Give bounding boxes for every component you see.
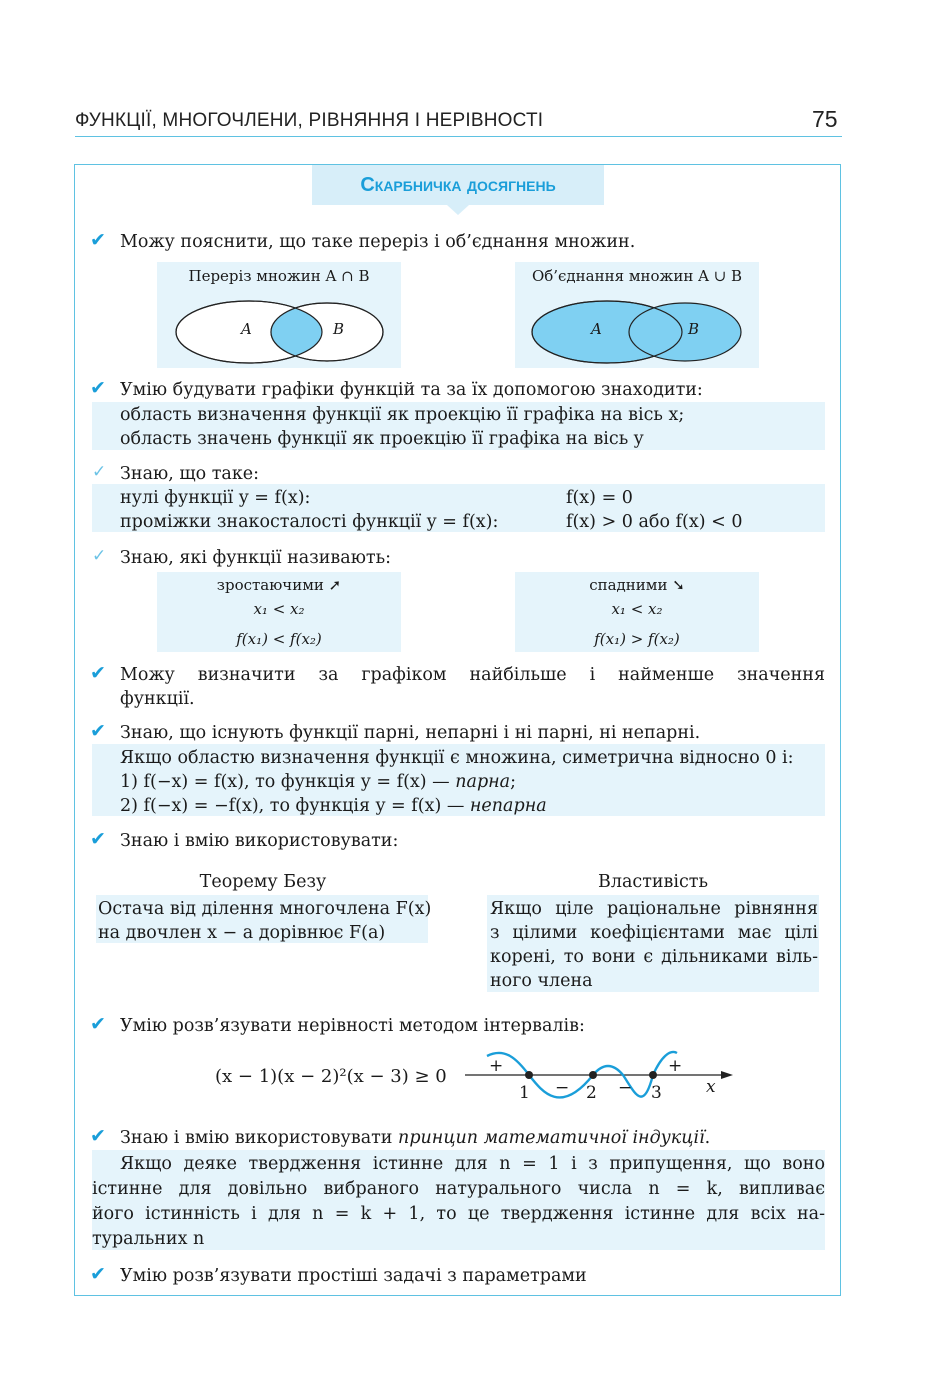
increasing-condition: x₁ < x₂ bbox=[253, 600, 305, 618]
increasing-result: f(x₁) < f(x₂) bbox=[236, 630, 322, 648]
induction-line-3: його істинність і для n = k + 1, то це твердження істинне для всіх на- bbox=[92, 1204, 825, 1224]
check-icon: ✓ bbox=[92, 546, 107, 566]
property-line-4: ного члена bbox=[490, 971, 593, 991]
bezout-line-1: Остача від ділення многочлена F(x) bbox=[98, 899, 432, 919]
parity-line-3: 2) f(−x) = −f(x), то функція y = f(x) — непарна bbox=[120, 796, 547, 816]
zeros-left-1: нулі функції y = f(x): bbox=[120, 488, 311, 508]
bezout-title: Теорему Безу bbox=[199, 872, 327, 892]
check-icon: ✔ bbox=[90, 1263, 106, 1285]
item-monotone-text: Знаю, які функції називають: bbox=[120, 548, 392, 568]
induction-line-4: туральних n bbox=[92, 1229, 205, 1249]
check-icon: ✔ bbox=[90, 1125, 106, 1147]
check-icon: ✔ bbox=[90, 377, 106, 399]
sign-1: + bbox=[489, 1056, 504, 1076]
union-venn bbox=[515, 262, 759, 368]
check-icon: ✓ bbox=[92, 462, 107, 482]
item-parameters-text: Умію розв’язувати простіші задачі з параметрами bbox=[120, 1266, 587, 1286]
zeros-right-2: f(x) > 0 або f(x) < 0 bbox=[566, 512, 743, 532]
check-icon: ✔ bbox=[90, 828, 106, 850]
set-a-label: A bbox=[591, 320, 602, 338]
item-sets-text: Можу пояснити, що таке переріз і об’єднання множин. bbox=[120, 232, 636, 252]
intersection-caption: Переріз множин A ∩ B bbox=[188, 267, 370, 285]
parity-line-1: Якщо областю визначення функції є множина, симетрична відносно 0 і: bbox=[120, 748, 794, 768]
property-line-2: з цілими коефіцієнтами має цілі bbox=[490, 923, 818, 943]
bezout-line-2: на двочлен x − a дорівнює F(a) bbox=[98, 923, 386, 943]
root-2: 2 bbox=[586, 1083, 597, 1103]
intersection-diagram bbox=[157, 262, 401, 368]
parity-line-2: 1) f(−x) = f(x), то функція y = f(x) — парна; bbox=[120, 772, 517, 792]
induction-line-2: істинне для довільно вибраного натурального числа n = k, випливає bbox=[92, 1179, 825, 1199]
root-3: 3 bbox=[651, 1083, 662, 1103]
item-graphs-text: Умію будувати графіки функцій та за їх допомогою знаходити: bbox=[120, 380, 703, 400]
property-title: Властивість bbox=[597, 872, 709, 892]
induction-line-1: Якщо деяке твердження істинне для n = 1 і з припущення, що воно bbox=[120, 1154, 825, 1174]
decreasing-result: f(x₁) > f(x₂) bbox=[594, 630, 680, 648]
check-icon: ✔ bbox=[90, 662, 106, 684]
decreasing-condition: x₁ < x₂ bbox=[611, 600, 663, 618]
check-icon: ✔ bbox=[90, 229, 106, 251]
item-parity-text: Знаю, що існують функції парні, непарні і ні парні, ні непарні. bbox=[120, 723, 701, 743]
check-icon: ✔ bbox=[90, 1013, 106, 1035]
property-line-3: корені, то вони є дільниками віль- bbox=[490, 947, 818, 967]
union-caption: Об’єднання множин A ∪ B bbox=[531, 267, 743, 285]
sign-2: − bbox=[555, 1078, 570, 1098]
set-b-label: B bbox=[333, 320, 345, 338]
increasing-title: зростаючими ➚ bbox=[216, 576, 342, 594]
sign-3: − bbox=[618, 1078, 633, 1098]
increasing-box bbox=[157, 572, 401, 652]
box-title: Скарбничка досягнень bbox=[312, 165, 604, 205]
inequality: (x − 1)(x − 2)²(x − 3) ≥ 0 bbox=[215, 1066, 447, 1087]
sign-chart bbox=[465, 1045, 740, 1110]
check-icon: ✔ bbox=[90, 720, 106, 742]
zeros-left-2: проміжки знакосталості функції y = f(x): bbox=[120, 512, 499, 532]
property-line-1: Якщо ціле раціональне рівняння bbox=[490, 899, 818, 919]
item-zeros-text: Знаю, що таке: bbox=[120, 464, 260, 484]
sign-4: + bbox=[668, 1056, 683, 1076]
graphs-line-1: область визначення функції як проекцію її графіка на вісь x; bbox=[120, 405, 685, 425]
decreasing-title: спадними ➘ bbox=[589, 576, 685, 594]
zeros-right-1: f(x) = 0 bbox=[566, 488, 633, 508]
item-induction-text: Знаю і вмію використовувати принцип математичної індукції. bbox=[120, 1128, 711, 1148]
intersection-venn bbox=[157, 262, 401, 368]
header-rule bbox=[75, 136, 842, 137]
item-intervals-text: Умію розв’язувати нерівності методом інтервалів: bbox=[120, 1016, 585, 1036]
item-bezout-text: Знаю і вмію використовувати: bbox=[120, 831, 399, 851]
page-number: 75 bbox=[812, 106, 838, 132]
extrema-line-1: Можу визначити за графіком найбільше і найменше значення bbox=[120, 665, 825, 685]
running-header: ФУНКЦІЇ, МНОГОЧЛЕНИ, РІВНЯННЯ І НЕРІВНОСТІ bbox=[75, 110, 544, 131]
root-1: 1 bbox=[519, 1083, 530, 1103]
extrema-line-2: функції. bbox=[120, 689, 195, 709]
union-diagram bbox=[515, 262, 759, 368]
set-b-label: B bbox=[688, 320, 700, 338]
graphs-line-2: область значень функції як проекцію її графіка на вісь y bbox=[120, 429, 644, 449]
title-pointer bbox=[447, 205, 469, 215]
axis-label: x bbox=[706, 1077, 716, 1097]
set-a-label: A bbox=[241, 320, 252, 338]
decreasing-box bbox=[515, 572, 759, 652]
